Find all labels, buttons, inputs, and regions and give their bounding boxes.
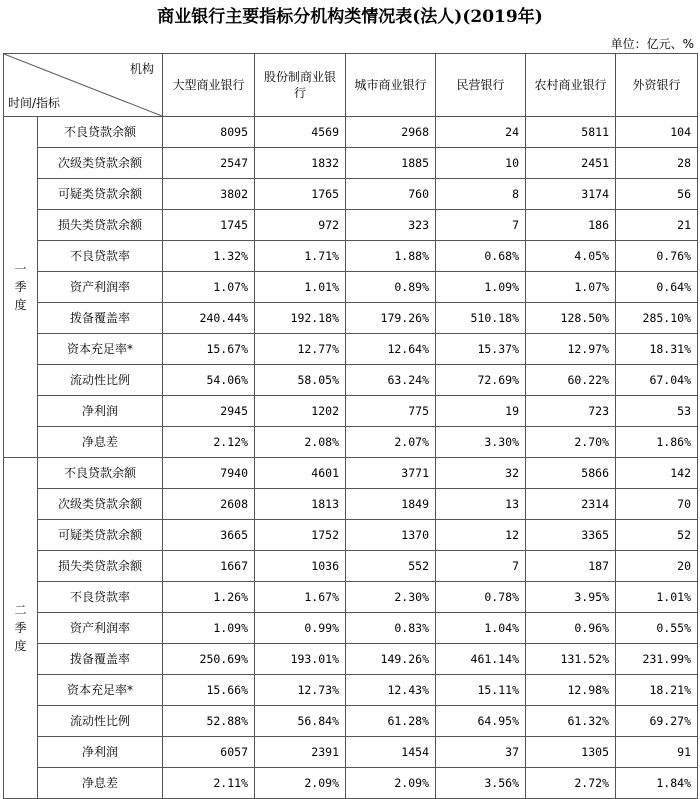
value-cell: 12 (436, 520, 526, 551)
value-cell: 1.88% (346, 241, 436, 272)
value-cell: 3665 (163, 520, 255, 551)
value-cell: 1.07% (526, 272, 616, 303)
value-cell: 5866 (526, 458, 616, 489)
value-cell: 142 (616, 458, 698, 489)
value-cell: 179.26% (346, 303, 436, 334)
value-cell: 3.30% (436, 427, 526, 458)
table-row (4, 365, 698, 396)
period-cell: 二 季 度 (4, 458, 38, 799)
value-cell: 64.95% (436, 706, 526, 737)
table-row (4, 303, 698, 334)
table-row (4, 644, 698, 675)
indicator-cell: 拨备覆盖率 (38, 644, 163, 675)
value-cell: 1667 (163, 551, 255, 582)
value-cell: 3174 (526, 179, 616, 210)
value-cell: 461.14% (436, 644, 526, 675)
value-cell: 552 (346, 551, 436, 582)
value-cell: 1885 (346, 148, 436, 179)
indicator-cell: 资产利润率 (38, 272, 163, 303)
value-cell: 0.96% (526, 613, 616, 644)
value-cell: 1.71% (255, 241, 346, 272)
value-cell: 3365 (526, 520, 616, 551)
value-cell: 250.69% (163, 644, 255, 675)
value-cell: 1.84% (616, 768, 698, 799)
indicator-cell: 拨备覆盖率 (38, 303, 163, 334)
value-cell: 15.66% (163, 675, 255, 706)
value-cell: 231.99% (616, 644, 698, 675)
value-cell: 20 (616, 551, 698, 582)
value-cell: 54.06% (163, 365, 255, 396)
table-row (4, 117, 698, 148)
value-cell: 56 (616, 179, 698, 210)
table-row (4, 737, 698, 768)
table-row (4, 768, 698, 799)
value-cell: 1370 (346, 520, 436, 551)
value-cell: 2.07% (346, 427, 436, 458)
table-row (4, 210, 698, 241)
table-row (4, 458, 698, 489)
value-cell: 6057 (163, 737, 255, 768)
table-row (4, 489, 698, 520)
value-cell: 0.99% (255, 613, 346, 644)
value-cell: 2.72% (526, 768, 616, 799)
column-header: 城市商业银行 (346, 54, 436, 117)
indicator-cell: 净利润 (38, 396, 163, 427)
value-cell: 12.98% (526, 675, 616, 706)
value-cell: 2608 (163, 489, 255, 520)
value-cell: 2945 (163, 396, 255, 427)
value-cell: 192.18% (255, 303, 346, 334)
indicator-cell: 不良贷款率 (38, 582, 163, 613)
value-cell: 193.01% (255, 644, 346, 675)
value-cell: 2968 (346, 117, 436, 148)
value-cell: 18.31% (616, 334, 698, 365)
value-cell: 149.26% (346, 644, 436, 675)
page-title: 商业银行主要指标分机构类情况表(法人)(2019年) (157, 7, 543, 27)
indicator-cell: 净息差 (38, 768, 163, 799)
column-header: 外资银行 (616, 54, 698, 117)
value-cell: 186 (526, 210, 616, 241)
value-cell: 323 (346, 210, 436, 241)
value-cell: 1.86% (616, 427, 698, 458)
value-cell: 67.04% (616, 365, 698, 396)
indicator-cell: 净息差 (38, 427, 163, 458)
value-cell: 52.88% (163, 706, 255, 737)
value-cell: 2.09% (346, 768, 436, 799)
value-cell: 8 (436, 179, 526, 210)
value-cell: 187 (526, 551, 616, 582)
value-cell: 1849 (346, 489, 436, 520)
indicator-cell: 资本充足率* (38, 334, 163, 365)
value-cell: 1.01% (255, 272, 346, 303)
value-cell: 0.55% (616, 613, 698, 644)
table-row (4, 334, 698, 365)
value-cell: 723 (526, 396, 616, 427)
table-row (4, 241, 698, 272)
indicator-cell: 资本充足率* (38, 675, 163, 706)
value-cell: 1305 (526, 737, 616, 768)
indicator-cell: 可疑类贷款余额 (38, 179, 163, 210)
value-cell: 1.09% (163, 613, 255, 644)
corner-time-indicator-label: 时间/指标 (8, 96, 61, 110)
value-cell: 1.67% (255, 582, 346, 613)
value-cell: 28 (616, 148, 698, 179)
value-cell: 972 (255, 210, 346, 241)
value-cell: 61.32% (526, 706, 616, 737)
column-header: 农村商业银行 (526, 54, 616, 117)
value-cell: 3.56% (436, 768, 526, 799)
value-cell: 1752 (255, 520, 346, 551)
value-cell: 19 (436, 396, 526, 427)
indicator-cell: 损失类贷款余额 (38, 551, 163, 582)
value-cell: 12.77% (255, 334, 346, 365)
value-cell: 2314 (526, 489, 616, 520)
indicator-cell: 不良贷款余额 (38, 117, 163, 148)
value-cell: 128.50% (526, 303, 616, 334)
column-header: 大型商业银行 (163, 54, 255, 117)
table-row (4, 520, 698, 551)
table-row (4, 272, 698, 303)
value-cell: 131.52% (526, 644, 616, 675)
value-cell: 1.32% (163, 241, 255, 272)
value-cell: 4601 (255, 458, 346, 489)
column-header: 民营银行 (436, 54, 526, 117)
value-cell: 69.27% (616, 706, 698, 737)
value-cell: 15.11% (436, 675, 526, 706)
value-cell: 60.22% (526, 365, 616, 396)
value-cell: 2451 (526, 148, 616, 179)
value-cell: 2.09% (255, 768, 346, 799)
value-cell: 1.09% (436, 272, 526, 303)
value-cell: 72.69% (436, 365, 526, 396)
value-cell: 4.05% (526, 241, 616, 272)
value-cell: 10 (436, 148, 526, 179)
value-cell: 3.95% (526, 582, 616, 613)
indicator-cell: 不良贷款率 (38, 241, 163, 272)
unit-label: 单位：亿元、% (610, 37, 694, 51)
value-cell: 1.04% (436, 613, 526, 644)
value-cell: 12.64% (346, 334, 436, 365)
value-cell: 285.10% (616, 303, 698, 334)
table-row (4, 582, 698, 613)
value-cell: 510.18% (436, 303, 526, 334)
value-cell: 760 (346, 179, 436, 210)
indicator-cell: 次级类贷款余额 (38, 489, 163, 520)
value-cell: 7 (436, 210, 526, 241)
table-row (4, 613, 698, 644)
value-cell: 70 (616, 489, 698, 520)
value-cell: 775 (346, 396, 436, 427)
value-cell: 32 (436, 458, 526, 489)
value-cell: 24 (436, 117, 526, 148)
value-cell: 2.30% (346, 582, 436, 613)
value-cell: 3771 (346, 458, 436, 489)
value-cell: 2.11% (163, 768, 255, 799)
indicator-cell: 不良贷款余额 (38, 458, 163, 489)
value-cell: 8095 (163, 117, 255, 148)
indicator-cell: 次级类贷款余额 (38, 148, 163, 179)
value-cell: 104 (616, 117, 698, 148)
value-cell: 0.83% (346, 613, 436, 644)
value-cell: 18.21% (616, 675, 698, 706)
column-header: 股份制商业银行 (255, 54, 346, 117)
value-cell: 91 (616, 737, 698, 768)
value-cell: 2.12% (163, 427, 255, 458)
table-row (4, 675, 698, 706)
value-cell: 61.28% (346, 706, 436, 737)
period-cell: 一 季 度 (4, 117, 38, 458)
table-row (4, 179, 698, 210)
value-cell: 1813 (255, 489, 346, 520)
value-cell: 4569 (255, 117, 346, 148)
value-cell: 52 (616, 520, 698, 551)
header-row (4, 54, 698, 117)
value-cell: 63.24% (346, 365, 436, 396)
value-cell: 1.07% (163, 272, 255, 303)
value-cell: 2.70% (526, 427, 616, 458)
indicator-cell: 流动性比例 (38, 365, 163, 396)
value-cell: 1202 (255, 396, 346, 427)
value-cell: 7940 (163, 458, 255, 489)
table-row (4, 706, 698, 737)
indicator-cell: 净利润 (38, 737, 163, 768)
value-cell: 0.68% (436, 241, 526, 272)
value-cell: 15.37% (436, 334, 526, 365)
value-cell: 1.26% (163, 582, 255, 613)
value-cell: 1745 (163, 210, 255, 241)
table-row (4, 551, 698, 582)
table-row (4, 427, 698, 458)
corner-header-cell (4, 54, 163, 117)
value-cell: 12.73% (255, 675, 346, 706)
value-cell: 1.01% (616, 582, 698, 613)
table-row (4, 396, 698, 427)
value-cell: 0.78% (436, 582, 526, 613)
value-cell: 1832 (255, 148, 346, 179)
value-cell: 37 (436, 737, 526, 768)
value-cell: 58.05% (255, 365, 346, 396)
value-cell: 15.67% (163, 334, 255, 365)
value-cell: 2391 (255, 737, 346, 768)
value-cell: 7 (436, 551, 526, 582)
indicator-table (3, 53, 698, 799)
value-cell: 5811 (526, 117, 616, 148)
value-cell: 1454 (346, 737, 436, 768)
value-cell: 56.84% (255, 706, 346, 737)
value-cell: 2547 (163, 148, 255, 179)
corner-institution-label: 机构 (129, 62, 154, 76)
value-cell: 0.89% (346, 272, 436, 303)
value-cell: 13 (436, 489, 526, 520)
indicator-cell: 损失类贷款余额 (38, 210, 163, 241)
value-cell: 1036 (255, 551, 346, 582)
value-cell: 3802 (163, 179, 255, 210)
value-cell: 2.08% (255, 427, 346, 458)
indicator-cell: 可疑类贷款余额 (38, 520, 163, 551)
table-row (4, 148, 698, 179)
value-cell: 0.64% (616, 272, 698, 303)
indicator-cell: 流动性比例 (38, 706, 163, 737)
value-cell: 12.97% (526, 334, 616, 365)
value-cell: 0.76% (616, 241, 698, 272)
indicator-cell: 资产利润率 (38, 613, 163, 644)
value-cell: 53 (616, 396, 698, 427)
value-cell: 1765 (255, 179, 346, 210)
value-cell: 12.43% (346, 675, 436, 706)
value-cell: 240.44% (163, 303, 255, 334)
value-cell: 21 (616, 210, 698, 241)
